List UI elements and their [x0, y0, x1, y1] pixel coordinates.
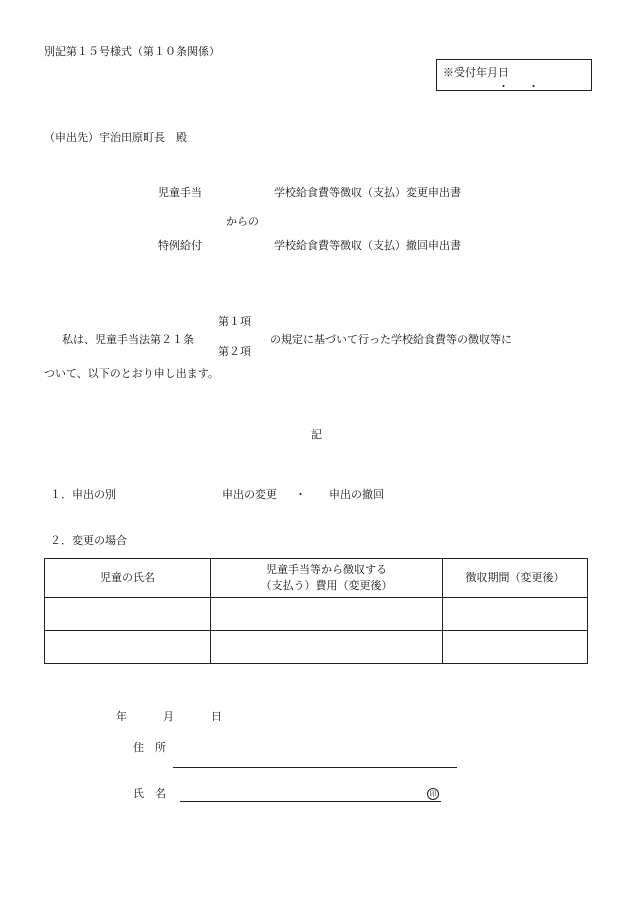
form-number: 別記第１５号様式（第１０条関係） — [44, 45, 220, 58]
date-day-label: 日 — [211, 710, 222, 723]
section-2-label: ２．変更の場合 — [50, 534, 127, 547]
option-separator: ・ — [295, 488, 306, 501]
clause-1: 第１項 — [218, 315, 251, 328]
name-line[interactable] — [180, 801, 441, 802]
ki-heading: 記 — [311, 428, 322, 441]
statement-line-2: ついて、以下のとおり申し出ます。 — [44, 367, 219, 380]
statement-prefix: 私は、児童手当法第２１条 — [62, 333, 194, 346]
option-change: 申出の変更 — [222, 488, 277, 501]
title-connector: からの — [226, 215, 259, 228]
change-table — [44, 558, 588, 664]
child-name-cell[interactable] — [45, 631, 211, 664]
name-label: 氏 名 — [133, 787, 166, 800]
statement-suffix: の規定に基づいて行った学校給食費等の徴収等に — [270, 333, 512, 346]
cost-cell[interactable] — [211, 598, 443, 631]
option-withdraw: 申出の撤回 — [329, 488, 384, 501]
addressee: （申出先）宇治田原町長 殿 — [44, 131, 187, 144]
col-header-cost — [211, 559, 443, 598]
col-header-cost-line1: 児童手当等から徴収する — [266, 563, 387, 577]
child-name-cell[interactable] — [45, 598, 211, 631]
col-header-period: 徴収期間（変更後） — [443, 559, 588, 598]
seal-mark: 印 — [427, 788, 439, 800]
col-header-cost-line2: （支払う）費用（変更後） — [260, 579, 393, 592]
receipt-date-dot: ・ — [528, 80, 539, 93]
table-row — [45, 598, 588, 631]
cost-cell[interactable] — [211, 631, 443, 664]
receipt-date-box — [436, 59, 592, 91]
title-withdraw-form: 学校給食費等徴収（支払）撤回申出書 — [274, 239, 461, 252]
period-cell[interactable] — [443, 598, 588, 631]
col-header-child-name: 児童の氏名 — [45, 559, 211, 598]
date-year-label: 年 — [116, 710, 127, 723]
title-option-child-allowance: 児童手当 — [158, 186, 202, 199]
date-month-label: 月 — [163, 710, 174, 723]
title-change-form: 学校給食費等徴収（支払）変更申出書 — [274, 186, 461, 199]
clause-2: 第２項 — [218, 345, 251, 358]
receipt-date-label: ※受付年月日 — [443, 66, 509, 79]
title-option-special-benefit: 特例給付 — [158, 239, 202, 252]
address-line[interactable] — [173, 767, 457, 768]
period-cell[interactable] — [443, 631, 588, 664]
section-1-label: １．申出の別 — [50, 488, 116, 501]
address-label: 住 所 — [133, 741, 166, 754]
receipt-date-dot: ・ — [498, 80, 509, 93]
table-row — [45, 631, 588, 664]
